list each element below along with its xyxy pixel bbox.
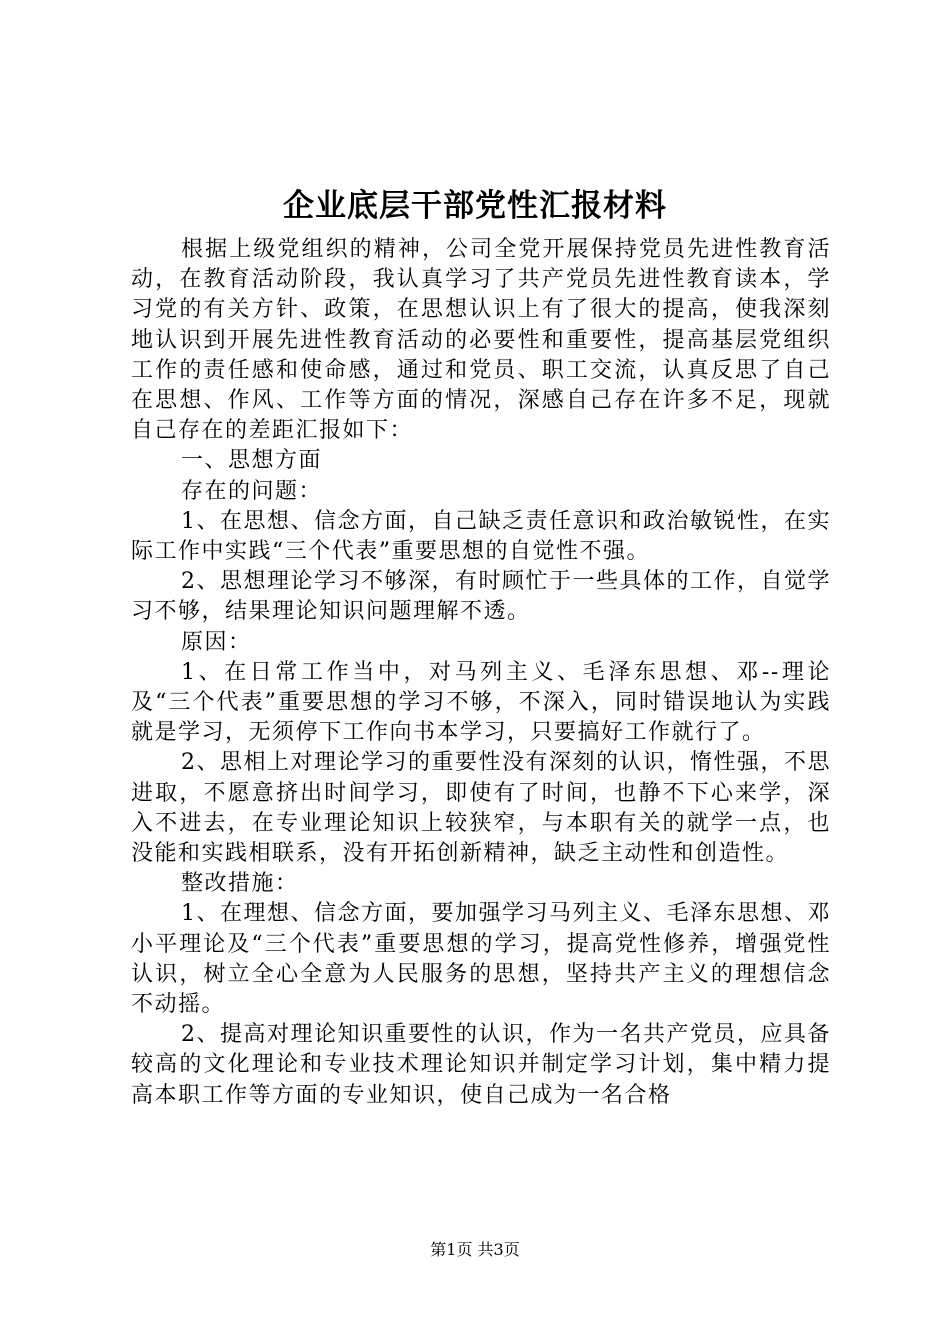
paragraph-reason-1: 1、在日常工作当中，对马列主义、毛泽东思想、邓--理论及“三个代表”重要思想的学习不够，不深入，同时错误地认为实践就是学习，无须停下工作向书本学习，只要搞好工作就行了。 xyxy=(131,659,831,746)
paragraph-measure-2: 2、提高对理论知识重要性的认识，作为一名共产党员，应具备较高的文化理论和专业技术理论知识并制定学习计划，集中精力提高本职工作等方面的专业知识，使自己成为一名合格 xyxy=(131,1022,831,1108)
paragraph-reason-2: 2、思相上对理论学习的重要性没有深刻的认识，惰性强，不思进取，不愿意挤出时间学习，即使有了时间，也静不下心来学，深入不进去，在专业理论知识上较狭窄，与本职有关的就学一点，也没能和实践相联系，没有开拓创新精神，缺乏主动性和创造性。 xyxy=(131,750,831,867)
subheading-reasons: 原因： xyxy=(181,629,252,655)
page-footer: 第1页 共3页 xyxy=(430,1240,520,1259)
document-body xyxy=(131,235,831,1111)
paragraph-problem-2: 2、思想理论学习不够深，有时顾忙于一些具体的工作，自觉学习不够，结果理论知识问题理解不透。 xyxy=(131,569,831,625)
subheading-problems: 存在的问题： xyxy=(181,478,323,504)
document-title: 企业底层干部党性汇报材料 xyxy=(283,188,667,224)
paragraph-measure-1: 1、在理想、信念方面，要加强学习马列主义、毛泽东思想、邓小平理论及“三个代表”重要思想的学习，提高党性修养，增强党性认识，树立全心全意为人民服务的思想，坚持共产主义的理想信念不动摇。 xyxy=(131,901,831,1018)
subheading-measures: 整改措施： xyxy=(181,871,299,897)
section-heading-thought: 一、思想方面 xyxy=(181,448,323,474)
paragraph-problem-1: 1、在思想、信念方面，自己缺乏责任意识和政治敏锐性，在实际工作中实践“三个代表”重要思想的自觉性不强。 xyxy=(131,508,831,565)
paragraph-intro: 根据上级党组织的精神，公司全党开展保持党员先进性教育活动，在教育活动阶段，我认真学习了共产党员先进性教育读本，学习党的有关方针、政策，在思想认识上有了很大的提高，使我深刻地认识到开展先进性教育活动的必要性和重要性，提高基层党组织工作的责任感和使命感，通过和党员、职工交流，认真反思了自己在思想、作风、工作等方面的情况，深感自己存在许多不足，现就自己存在的差距汇报如下： xyxy=(131,237,831,444)
